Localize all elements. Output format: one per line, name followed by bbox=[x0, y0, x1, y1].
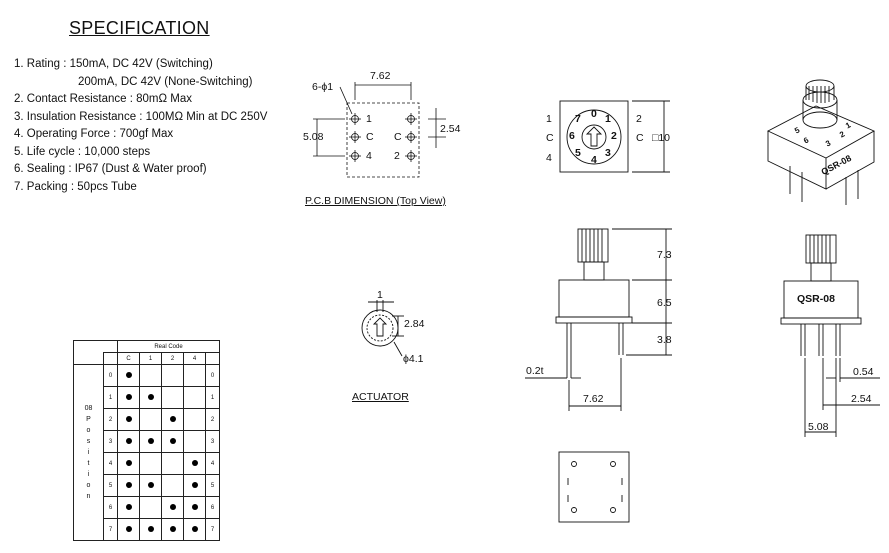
actuator-flat-dim: 2.84 bbox=[404, 318, 425, 330]
pcb-pitch-dim: 2.54 bbox=[440, 123, 461, 135]
actuator-drawing bbox=[362, 300, 404, 356]
side-body-dim: 6.5 bbox=[657, 297, 672, 309]
contact-dot bbox=[126, 460, 132, 466]
row-position-left: 1 bbox=[104, 387, 118, 409]
top-pin-2: 2 bbox=[636, 113, 642, 125]
contact-dot bbox=[126, 394, 132, 400]
dial-7: 7 bbox=[575, 113, 581, 125]
dial-3: 3 bbox=[605, 147, 611, 159]
row-position-right: 3 bbox=[206, 431, 220, 453]
side-label-char: o bbox=[86, 427, 91, 434]
row-position-right: 4 bbox=[206, 453, 220, 475]
front-pin-width-dim: 0.54 bbox=[853, 366, 874, 378]
actuator-caption: ACTUATOR bbox=[352, 391, 409, 403]
front-spacing-dim: 5.08 bbox=[808, 421, 829, 433]
code-cell bbox=[140, 409, 162, 431]
side-spacing-dim: 7.62 bbox=[583, 393, 604, 405]
spec-item: 6. Sealing : IP67 (Dust & Water proof) bbox=[14, 163, 207, 175]
side-label-char: 08 bbox=[84, 405, 93, 412]
row-position-right: 5 bbox=[206, 475, 220, 497]
contact-dot bbox=[148, 438, 154, 444]
real-code-table bbox=[73, 340, 220, 541]
contact-dot bbox=[126, 416, 132, 422]
spec-title: SPECIFICATION bbox=[69, 18, 210, 38]
contact-dot bbox=[126, 438, 132, 444]
col-header-c: C bbox=[118, 353, 140, 365]
code-cell bbox=[140, 365, 162, 387]
top-pin-1: 1 bbox=[546, 113, 552, 125]
pcb-caption: P.C.B DIMENSION (Top View) bbox=[305, 195, 446, 207]
col-header-4: 4 bbox=[184, 353, 206, 365]
side-shaft-dim: 7.3 bbox=[657, 249, 672, 261]
side-pin-dim: 3.8 bbox=[657, 334, 672, 346]
spec-item: 1. Rating : 150mA, DC 42V (Switching) bbox=[14, 58, 213, 70]
table-row bbox=[74, 365, 220, 387]
contact-dot bbox=[170, 416, 176, 422]
iso-dial-2: 2 bbox=[838, 129, 847, 140]
code-cell bbox=[118, 387, 140, 409]
code-cell bbox=[118, 453, 140, 475]
code-cell bbox=[118, 475, 140, 497]
side-view-drawing bbox=[525, 229, 672, 411]
contact-dot bbox=[192, 526, 198, 532]
code-cell bbox=[140, 475, 162, 497]
code-cell bbox=[162, 409, 184, 431]
pcb-pin-c-left: C bbox=[366, 131, 374, 143]
contact-dot bbox=[192, 504, 198, 510]
code-cell bbox=[118, 409, 140, 431]
pcb-hole-label: 6-ϕ1 bbox=[312, 81, 334, 93]
code-cell bbox=[162, 475, 184, 497]
code-cell bbox=[184, 365, 206, 387]
code-cell bbox=[184, 453, 206, 475]
contact-dot bbox=[170, 526, 176, 532]
actuator-dia-dim: ϕ4.1 bbox=[403, 353, 424, 365]
code-cell bbox=[118, 519, 140, 541]
contact-dot bbox=[126, 526, 132, 532]
top-pin-c-right: C bbox=[636, 132, 644, 144]
pcb-dimension-drawing bbox=[313, 82, 446, 177]
actuator-slot-dim: 1 bbox=[377, 289, 383, 301]
contact-dot bbox=[170, 504, 176, 510]
row-position-left: 6 bbox=[104, 497, 118, 519]
spec-item: 200mA, DC 42V (None-Switching) bbox=[78, 75, 253, 88]
position-side-label bbox=[74, 365, 104, 541]
dial-1: 1 bbox=[605, 113, 611, 125]
top-size-dim: □10 bbox=[652, 132, 671, 144]
iso-dial-3: 3 bbox=[824, 138, 833, 149]
row-position-right: 1 bbox=[206, 387, 220, 409]
row-position-left: 7 bbox=[104, 519, 118, 541]
contact-dot bbox=[192, 482, 198, 488]
row-position-left: 4 bbox=[104, 453, 118, 475]
contact-dot bbox=[126, 504, 132, 510]
code-cell bbox=[184, 497, 206, 519]
code-cell bbox=[184, 519, 206, 541]
row-position-left: 5 bbox=[104, 475, 118, 497]
row-position-right: 7 bbox=[206, 519, 220, 541]
code-cell bbox=[118, 497, 140, 519]
contact-dot bbox=[126, 372, 132, 378]
code-cell bbox=[140, 453, 162, 475]
contact-dot bbox=[148, 526, 154, 532]
side-label-char: s bbox=[86, 438, 91, 445]
col-header-2: 2 bbox=[162, 353, 184, 365]
code-cell bbox=[162, 387, 184, 409]
dial-2: 2 bbox=[611, 130, 617, 142]
dial-5: 5 bbox=[575, 147, 581, 159]
code-cell bbox=[162, 519, 184, 541]
top-pin-4: 4 bbox=[546, 152, 552, 164]
side-label-char: i bbox=[87, 449, 90, 456]
code-cell bbox=[184, 475, 206, 497]
contact-dot bbox=[126, 482, 132, 488]
contact-dot bbox=[148, 394, 154, 400]
iso-view-drawing bbox=[768, 80, 874, 205]
code-cell bbox=[118, 431, 140, 453]
row-position-left: 3 bbox=[104, 431, 118, 453]
code-cell bbox=[140, 431, 162, 453]
row-position-right: 6 bbox=[206, 497, 220, 519]
pcb-height-dim: 5.08 bbox=[303, 131, 324, 143]
side-label-char: n bbox=[86, 493, 91, 500]
code-cell bbox=[162, 497, 184, 519]
code-cell bbox=[140, 497, 162, 519]
code-cell bbox=[162, 431, 184, 453]
pcb-pin-1: 1 bbox=[366, 113, 372, 125]
col-header-1: 1 bbox=[140, 353, 162, 365]
side-label-char: o bbox=[86, 482, 91, 489]
spec-item: 4. Operating Force : 700gf Max bbox=[14, 128, 174, 140]
code-cell bbox=[184, 387, 206, 409]
contact-dot bbox=[148, 482, 154, 488]
spec-item: 5. Life cycle : 10,000 steps bbox=[14, 145, 151, 158]
spec-item: 7. Packing : 50pcs Tube bbox=[14, 180, 137, 193]
code-cell bbox=[184, 409, 206, 431]
pcb-pin-2: 2 bbox=[394, 150, 400, 162]
front-pitch-dim: 2.54 bbox=[851, 393, 872, 405]
contact-dot bbox=[192, 460, 198, 466]
row-position-left: 2 bbox=[104, 409, 118, 431]
contact-dot bbox=[170, 438, 176, 444]
pcb-pin-4: 4 bbox=[366, 150, 372, 162]
side-thickness-dim: 0.2t bbox=[526, 365, 544, 377]
dial-0: 0 bbox=[591, 108, 597, 120]
iso-dial-5: 5 bbox=[793, 125, 802, 136]
code-cell bbox=[162, 365, 184, 387]
side-label-char: t bbox=[87, 460, 90, 467]
code-cell bbox=[162, 453, 184, 475]
side-label-char: P bbox=[86, 416, 91, 423]
dial-4: 4 bbox=[591, 154, 597, 166]
pcb-pin-c-right: C bbox=[394, 131, 402, 143]
iso-model-label: QSR-08 bbox=[819, 152, 853, 178]
spec-item: 2. Contact Resistance : 80mΩ Max bbox=[14, 93, 192, 105]
dial-6: 6 bbox=[569, 130, 575, 142]
iso-dial-1: 1 bbox=[844, 120, 853, 131]
side-label-char: i bbox=[87, 471, 90, 478]
code-cell bbox=[140, 387, 162, 409]
bottom-view-drawing bbox=[559, 452, 629, 522]
front-view-drawing bbox=[781, 235, 880, 437]
code-cell bbox=[140, 519, 162, 541]
front-model-label: QSR-08 bbox=[797, 293, 835, 305]
row-position-right: 2 bbox=[206, 409, 220, 431]
row-position-right: 0 bbox=[206, 365, 220, 387]
iso-dial-6: 6 bbox=[802, 135, 811, 146]
code-cell bbox=[184, 431, 206, 453]
spec-item: 3. Insulation Resistance : 100MΩ Min at DC 250V bbox=[14, 110, 268, 123]
real-code-title: Real Code bbox=[118, 341, 220, 353]
top-pin-c-left: C bbox=[546, 132, 554, 144]
pcb-width-dim: 7.62 bbox=[370, 70, 391, 82]
code-cell bbox=[118, 365, 140, 387]
row-position-left: 0 bbox=[104, 365, 118, 387]
